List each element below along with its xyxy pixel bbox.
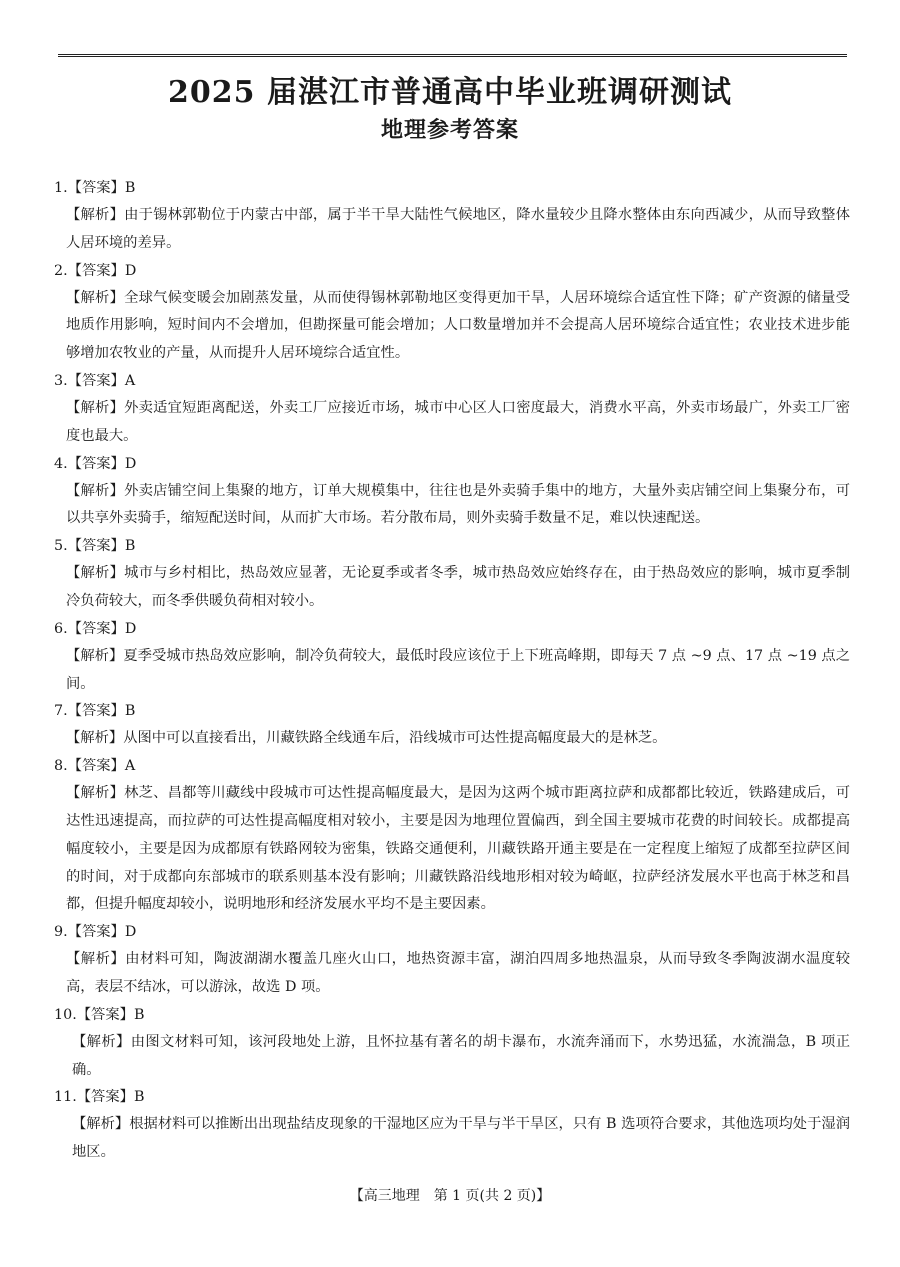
answer-value: B (133, 1006, 145, 1023)
answer-item (54, 258, 850, 368)
answer-line (54, 616, 850, 643)
answer-item (54, 616, 850, 699)
answer-line (54, 1002, 850, 1029)
answer-label: 【答案】 (67, 924, 125, 941)
analysis-label: 【解析】 (66, 399, 125, 416)
analysis-paragraph (54, 725, 850, 753)
answer-label: 【答案】 (67, 758, 125, 775)
question-number: 6. (54, 620, 68, 637)
answer-item (54, 919, 850, 1002)
analysis-label: 【解析】 (66, 647, 124, 664)
analysis-label: 【解析】 (72, 1116, 130, 1133)
answer-label: 【答案】 (67, 538, 125, 555)
answer-line (54, 533, 850, 560)
answer-value: B (124, 703, 136, 720)
question-number: 5. (54, 538, 68, 555)
answer-value: B (133, 1089, 145, 1106)
analysis-paragraph (54, 1029, 850, 1085)
answer-label: 【答案】 (76, 1006, 134, 1023)
question-number: 4. (54, 455, 68, 472)
analysis-paragraph (54, 285, 850, 368)
analysis-text: 全球气候变暖会加剧蒸发量，从而使得锡林郭勒地区变得更加干旱，人居环境综合适宜性下降；矿产资源的储量受地质作用影响，短时间内不会增加，但勘探量可能会增加；人口数量增加并不会提高人居环境综合适宜性；农业技术进步能够增加农牧业的产量，从而提升人居环境综合适宜性。 (66, 289, 850, 362)
answer-label: 【答案】 (67, 180, 125, 196)
answer-item (54, 533, 850, 616)
question-number: 11. (54, 1089, 77, 1106)
answer-item (54, 753, 850, 919)
analysis-text: 城市与乡村相比，热岛效应显著，无论夏季或者冬季，城市热岛效应始终存在，由于热岛效应的影响，城市夏季制冷负荷较大，而冬季供暖负荷相对较小。 (66, 565, 850, 609)
analysis-label: 【解析】 (66, 565, 125, 582)
analysis-paragraph (54, 643, 850, 699)
answer-value: A (124, 758, 136, 775)
answer-value: B (124, 538, 136, 555)
analysis-label: 【解析】 (66, 207, 125, 223)
answer-item (54, 368, 850, 451)
analysis-text: 外卖店铺空间上集聚的地方，订单大规模集中，往往也是外卖骑手集中的地方，大量外卖店铺空间上集聚分布，可以共享外卖骑手，缩短配送时间，从而扩大市场。若分散布局，则外卖骑手数量不足，难以快速配送。 (66, 482, 850, 527)
answer-value: D (124, 620, 137, 637)
analysis-text: 从图中可以直接看出，川藏铁路全线通车后，沿线城市可达性提高幅度最大的是林芝。 (123, 730, 667, 747)
analysis-text: 由于锡林郭勒位于内蒙古中部，属于半干旱大陆性气候地区，降水量较少且降水整体由东向西减少，从而导致整体人居环境的差异。 (66, 207, 850, 251)
analysis-paragraph (54, 946, 850, 1002)
answer-item (54, 1084, 850, 1167)
answer-line (54, 1084, 850, 1111)
answer-label: 【答案】 (67, 620, 125, 637)
question-number: 2. (54, 262, 68, 279)
analysis-text: 林芝、昌都等川藏线中段城市可达性提高幅度最大，是因为这两个城市距离拉萨和成都都比较近，铁路建成后，可达性迅速提高，而拉萨的可达性提高幅度相对较小，主要是因为地理位置偏西，到全国主要城市花费的时间较长。成都提高幅度较小，主要是因为成都原有铁路网较为密集，铁路交通便利，川藏铁路开通主要是在一定程度上缩短了成都至拉萨区间的时间，对于成都向东部城市的联系则基本没有影响；川藏铁路沿线地形相对较为崎岖，拉萨经济发展水平也高于林芝和昌都，但提升幅度却较小，说明地形和经济发展水平均不是主要因素。 (66, 785, 850, 913)
answer-label: 【答案】 (67, 703, 125, 720)
answer-item (54, 1002, 850, 1085)
answer-line (54, 368, 850, 395)
question-number: 1. (54, 180, 68, 196)
answer-line (54, 258, 850, 285)
question-number: 3. (54, 372, 68, 389)
analysis-paragraph (54, 478, 850, 534)
answer-line (54, 919, 850, 946)
answer-value: D (124, 455, 137, 472)
answer-label: 【答案】 (67, 372, 125, 389)
analysis-label: 【解析】 (66, 951, 126, 968)
answer-label: 【答案】 (67, 262, 125, 279)
analysis-text: 外卖适宜短距离配送，外卖工厂应接近市场，城市中心区人口密度最大，消费水平高，外卖市场最广，外卖工厂密度也最大。 (66, 399, 850, 444)
answer-label: 【答案】 (76, 1089, 134, 1106)
answer-item (54, 698, 850, 753)
page-subtitle: 地理参考答案 (380, 118, 519, 143)
answer-item (54, 175, 850, 258)
analysis-label: 【解析】 (66, 785, 125, 802)
analysis-label: 【解析】 (72, 1033, 131, 1050)
answer-line (54, 753, 850, 780)
page-footer: 【高三地理 第 1 页(共 2 页)】 (349, 1188, 551, 1204)
analysis-text: 由材料可知，陶波湖湖水覆盖几座火山口，地热资源丰富，湖泊四周多地热温泉，从而导致冬季陶波湖水温度较高，表层不结冰，可以游泳，故选 D 项。 (66, 951, 851, 995)
analysis-label: 【解析】 (66, 730, 124, 747)
page-title: 2025 届湛江市普通高中毕业班调研测试 (168, 75, 732, 110)
analysis-label: 【解析】 (66, 482, 125, 499)
answer-list (54, 175, 850, 1167)
answer-value: A (124, 372, 136, 389)
analysis-paragraph (54, 560, 850, 616)
question-number: 8. (54, 758, 68, 775)
answer-value: D (124, 262, 137, 279)
question-number: 7. (54, 703, 68, 720)
analysis-text: 由图文材料可知，该河段地处上游，且怀拉基有著名的胡卡瀑布，水流奔涌而下，水势迅猛，水流湍急，B 项正确。 (72, 1033, 851, 1078)
analysis-text: 夏季受城市热岛效应影响，制冷负荷较大，最低时段应该位于上下班高峰期，即每天 7 点 ~9 点、17 点 ~19 点之间。 (66, 647, 851, 692)
analysis-label: 【解析】 (66, 289, 125, 306)
answer-item (54, 451, 850, 534)
question-number: 9. (54, 924, 68, 941)
answer-line (54, 175, 850, 202)
analysis-paragraph (54, 780, 850, 919)
header-rule (58, 54, 847, 57)
analysis-text: 根据材料可以推断出出现盐结皮现象的干湿地区应为干旱与半干旱区，只有 B 选项符合要求，其他选项均处于湿润地区。 (72, 1116, 851, 1161)
answer-label: 【答案】 (67, 455, 125, 472)
analysis-paragraph (54, 1111, 850, 1167)
answer-value: D (124, 924, 137, 941)
answer-line (54, 451, 850, 478)
answer-value: B (124, 180, 136, 196)
question-number: 10. (54, 1006, 77, 1023)
analysis-paragraph (54, 202, 850, 258)
answer-line (54, 698, 850, 725)
analysis-paragraph (54, 395, 850, 451)
